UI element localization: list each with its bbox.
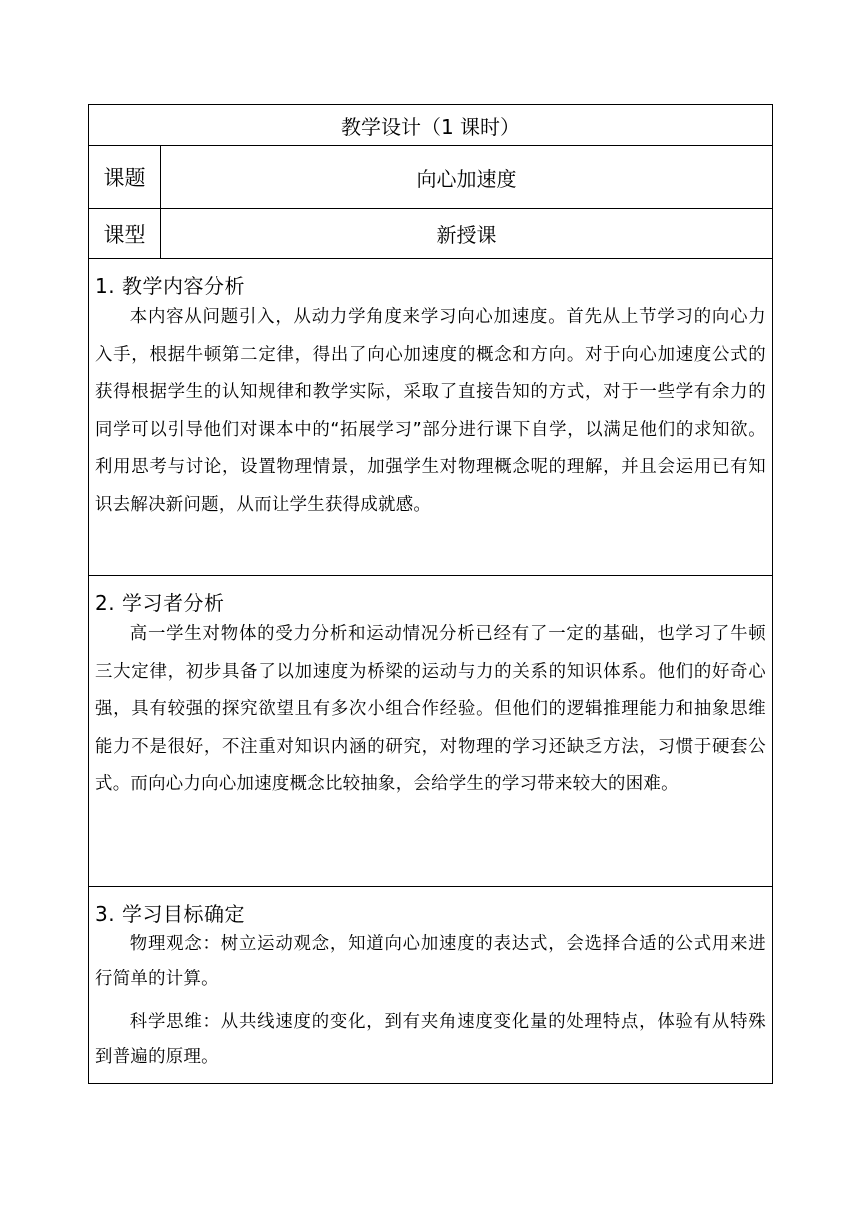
- type-label: 课型: [89, 209, 161, 259]
- section-content-analysis: [89, 259, 773, 576]
- section-heading: 2. 学习者分析: [95, 591, 225, 615]
- section-heading: 1. 教学内容分析: [95, 274, 245, 298]
- section-body: [95, 299, 766, 524]
- topic-value: 向心加速度: [161, 146, 773, 209]
- topic-label: 课题: [89, 146, 161, 209]
- type-value: 新授课: [161, 209, 773, 259]
- section-body: [95, 616, 766, 804]
- lesson-design-table: [88, 104, 773, 1084]
- section-heading: 3. 学习目标确定: [95, 902, 245, 926]
- paragraph: 物理观念：树立运动观念，知道向心加速度的表达式，会选择合适的公式用来进行简单的计算。: [95, 934, 766, 989]
- paragraph: 高一学生对物体的受力分析和运动情况分析已经有了一定的基础，也学习了牛顿三大定律，初步具备了以加速度为桥梁的运动与力的关系的知识体系。他们的好奇心强，具有较强的探究欲望且有多次小组合作经验。但他们的逻辑推理能力和抽象思维能力不是很好，不注重对知识内涵的研究，对物理的学习还缺乏方法，习惯于硬套公式。而向心力向心加速度概念比较抽象，会给学生的学习带来较大的困难。: [95, 624, 766, 794]
- section-body: [95, 927, 766, 1075]
- table-title: 教学设计（1 课时）: [89, 105, 773, 146]
- paragraph: 科学思维：从共线速度的变化，到有夹角速度变化量的处理特点，体验有从特殊到普遍的原理。: [95, 1012, 766, 1067]
- section-learning-objectives: [89, 887, 773, 1084]
- paragraph: 本内容从问题引入，从动力学角度来学习向心加速度。首先从上节学习的向心力入手，根据牛顿第二定律，得出了向心加速度的概念和方向。对于向心加速度公式的获得根据学生的认知规律和教学实际，采取了直接告知的方式，对于一些学有余力的同学可以引导他们对课本中的“拓展学习”部分进行课下自学，以满足他们的求知欲。利用思考与讨论，设置物理情景，加强学生对物理概念呢的理解，并且会运用已有知识去解决新问题，从而让学生获得成就感。: [95, 307, 766, 515]
- section-learner-analysis: [89, 576, 773, 887]
